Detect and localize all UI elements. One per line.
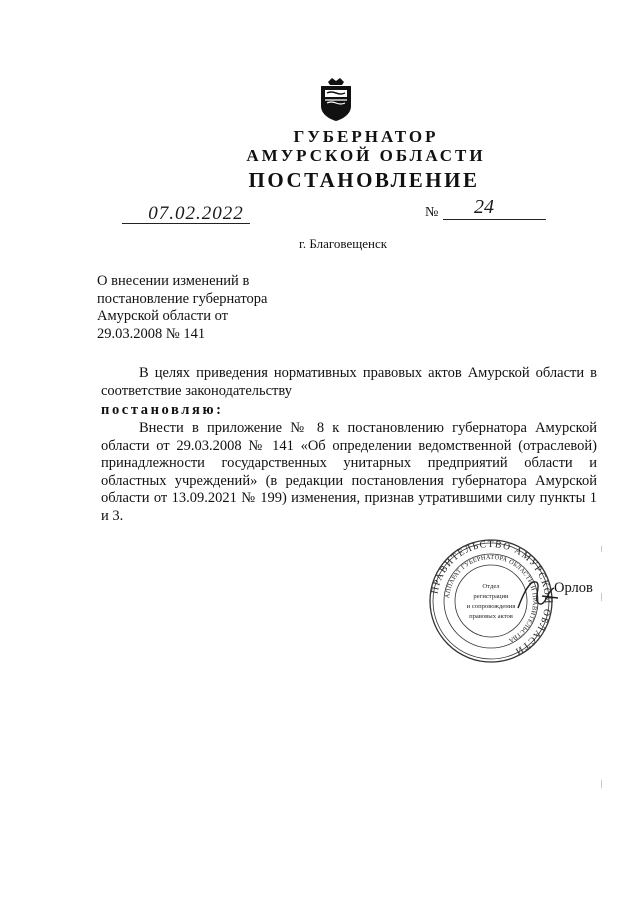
city-of-issue: г. Благовещенск	[298, 236, 388, 251]
stamp-center-line: Отдел	[482, 583, 500, 590]
number-sign: №	[425, 205, 439, 220]
scan-mark	[601, 780, 602, 788]
stamp-center-line: и сопровождения	[466, 603, 516, 610]
document-subject	[97, 273, 307, 343]
stamp-center-line: регистрации	[473, 593, 509, 600]
subject-line: постановление губернатора	[97, 290, 268, 307]
resolve-word: постановляю:	[101, 402, 224, 418]
document-type-title: ПОСТАНОВЛЕНИЕ	[248, 168, 480, 192]
subject-line: 29.03.2008 № 141	[97, 325, 206, 342]
scan-mark	[601, 546, 602, 552]
document-date: 07.02.2022	[148, 203, 244, 224]
stamp-inner-text: АППАРАТ ГУБЕРНАТОРА ОБЛАСТИ И ПРАВИТЕЛЬСТВА	[444, 553, 539, 644]
document-number: 24	[474, 196, 494, 218]
number-underline	[443, 219, 546, 220]
preamble-paragraph: В целях приведения нормативных правовых актов Амурской области в соответствие законодательству	[101, 365, 597, 399]
subject-line: Амурской области от	[97, 308, 229, 324]
scan-mark	[601, 593, 602, 601]
amur-coat-of-arms-icon	[318, 76, 354, 122]
signatory-name: Орлов	[554, 580, 593, 596]
subject-line: О внесении изменений в	[97, 273, 250, 289]
operative-paragraph: Внести в приложение № 8 к постановлению губернатора Амурской области от 29.03.2008 № 141 «Об определении ведомственной (отраслевой) принадлежности государственных унитарных предприятий области и областных учреждений» (в редакции постановления губернатора Амурской области от 13.09.2021 № 199) изменения, признав утратившими силу пункты 1 и 3.	[101, 420, 597, 524]
stamp-outer-text: ПРАВИТЕЛЬСТВО АМУРСКОЙ ОБЛАСТИ	[430, 539, 553, 657]
stamp-center-line: правовых актов	[469, 613, 513, 620]
date-underline	[122, 223, 250, 224]
header-governor: ГУБЕРНАТОР	[293, 127, 439, 146]
header-region: АМУРСКОЙ ОБЛАСТИ	[246, 146, 486, 165]
